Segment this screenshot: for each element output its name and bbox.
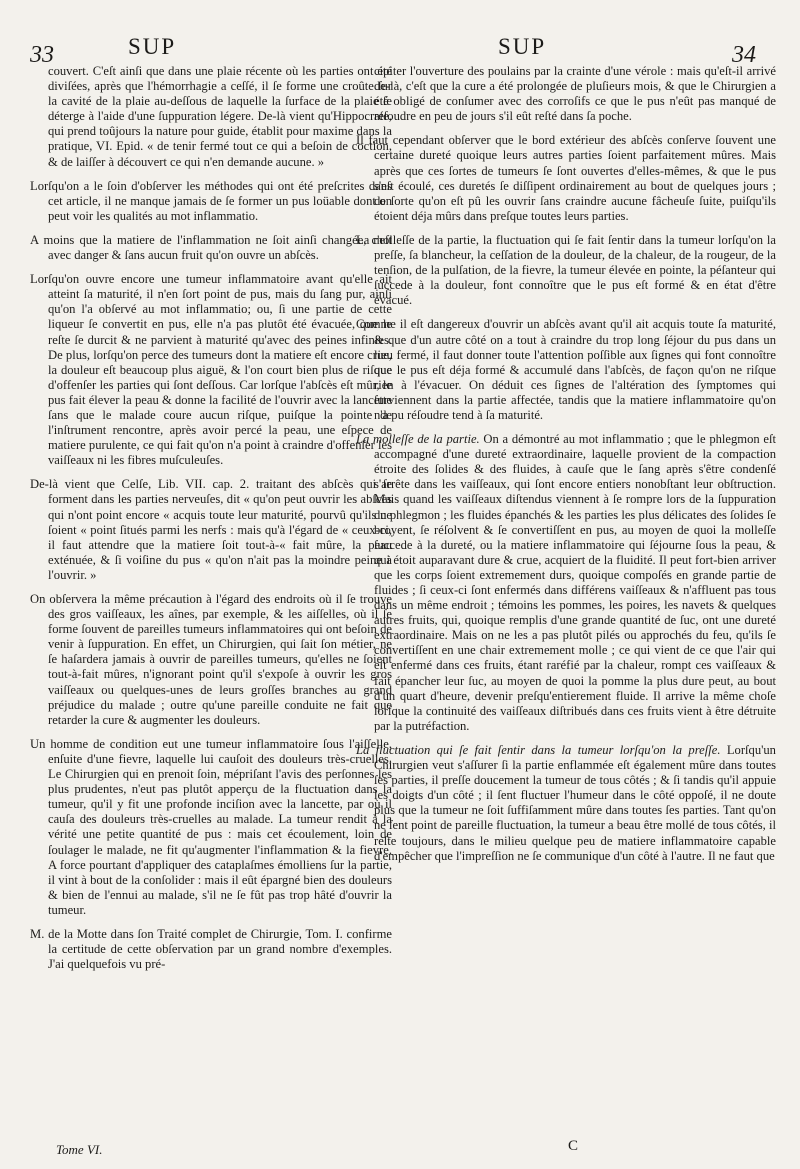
paragraph [356, 432, 776, 734]
left-running-head: SUP [128, 34, 177, 59]
signature-mark: C [568, 1138, 579, 1154]
paragraph [356, 743, 776, 864]
paragraph: cipiter l'ouverture des poulains par la crainte d'une vérole : mais qu'eſt-il arrivé de-là, c'eſt que la cure a été prolongée de pluſieurs mois, & que le Chirurgien a été obligé de conſumer avec des corroſifs ce que le pus n'eût pas manqué de réſoudre en peu de jours s'il eût reſté dans ſa poche. [374, 64, 776, 124]
run-in-heading: La molleſſe de la partie. [356, 432, 480, 447]
volume-footer: Tome VI. [56, 1142, 103, 1157]
right-running-head: SUP [498, 34, 547, 59]
paragraph: On obſervera la même précaution à l'égard des endroits où il ſe trouve des gros vaiſſeaux, les aînes, par exemple, & les aiſſelles, où il ſe forme ſouvent de pareilles tumeurs inflammatoires qui ont beſoin de venir à ſuppuration. En effet, un Chirurgien, qui ſait ſon métier, ne ſe haſardera jamais à ouvrir de pareilles tumeurs, qu'elles ne ſoient tout-à-fait mûres, n'ignorant point qu'il s'expoſe à ouvrir les gros vaiſſeaux ou quelques-unes de leurs groſſes branches au grand préjudice du malade ; outre qu'une pareille conduite ne fait que retarder la cure & augmenter les douleurs. [30, 592, 392, 727]
paragraph: La molleſſe de la partie, la fluctuation qui ſe fait ſentir dans la tumeur lorſqu'on la preſſe, ſa blancheur, la ceſſation de la douleur, de la chaleur, de la rougeur, de la tenſion, de la pulſation, de la fievre, la tumeur élevée en pointe, la péſanteur qui ſuccede à la douleur, font connoître que le pus eſt formé & en état d'être évacué. [356, 232, 776, 308]
left-page-number: 33 [30, 42, 54, 68]
paragraph: De-là vient que Celſe, Lib. VII. cap. 2. traitant des abſcès qui ſe forment dans les parties nerveuſes, dit « qu'on peut ouvrir les abſcès qui n'ont point encore « acquis toute leur maturité, pourvû qu'ils ne ſoient « point ſitués parmi les nerfs : mais qu'à l'égard de « ceux-ci, il faut attendre que la matiere ſoit tout-à-« fait mûre, la peau exténuée, & ſi voiſine du pus « qu'on n'ait pas la moindre peine à l'ouvrir. » [30, 477, 392, 582]
right-page-number: 34 [732, 42, 756, 68]
paragraph-body: Lorſqu'un Chirurgien veut s'aſſurer ſi la partie enflammée eſt également mûre dans toutes ſes parties, il preſſe doucement la tumeur de tous côtés ; & ſi tandis qu'il appuie les doigts d'un côté ; il ſent fluctuer l'humeur dans le côté oppoſé, il ne doute plus que la tumeur ne ſoit ſuffiſamment mûre dans toutes ſes parties. Tant qu'on ne ſent point de pareille fluctuation, la tumeur a beau être mollé de tous côtés, il reſte toujours, dans le milieu quelque peu de matiere inflammatoire capable d'empêcher que l'impreſſion ne ſe communique d'un côté à l'autre. Il ne faut que [374, 742, 776, 863]
paragraph: Lorſqu'on ouvre encore une tumeur inflammatoire avant qu'elle ait atteint ſa maturité, il n'en ſort point de pus, mais du ſang pur, ainſi qu'on l'a obſervé au mot inflammatio; ou, ſi une partie de cette liqueur ſe convertit en pus, elle n'a pas plutôt été évacuée, que le reſte ſe durcit & ne parvient à maturité qu'avec des peines infinies. De plus, lorſqu'on perce des tumeurs dont la matiere eſt encore crue, la douleur eſt beaucoup plus aiguë, & l'on court bien plus de riſque d'offenſer les parties qui ſont deſſous. Car lorſque l'abſcès eſt mûr, le pus fait élever la peau & donne la facilité de l'ouvrir avec la lancette ſans que le malade coure aucun riſque, puiſque la pointe de l'inſtrument rencontre, après avoir percé la peau, une eſpece de matiere purulente, ce qui fait qu'on n'a point à craindre d'offenſer les vaiſſeaux ni les fibres muſculeuſes. [30, 272, 392, 468]
left-column [30, 64, 392, 981]
paragraph: couvert. C'eſt ainſi que dans une plaie récente où les parties ont été diviſées, après que l'hémorrhagie a ceſſé, il ſe forme une croûte ſur la cavité de la plaie au-deſſous de laquelle la ſurface de la plaie ſe déterge à l'aide d'une ſuppuration légere. De-là vient qu'Hippocrate, qui prend toûjours la nature pour guide, établit pour maxime dans la pratique, VI. Epid. « de tenir fermé tout ce qui a beſoin de coction, & de laiſſer à découvert ce qui n'en demande aucune. » [48, 64, 392, 169]
paragraph: M. de la Motte dans ſon Traité complet de Chirurgie, Tom. I. confirme la certitude de cette obſervation par un grand nombre d'exemples. J'ai quelquefois vu pré- [30, 926, 392, 972]
paragraph: Un homme de condition eut une tumeur inflammatoire ſous l'aiſſelle, enſuite d'une fievre, laquelle lui cauſoit des douleurs très-cruelles. Le Chirurgien qui en prenoit ſoin, mépriſant l'avis des perſonnes les plus prudentes, n'eut pas plutôt apperçu de la fluctuation dans la tumeur, qu'il y fit une profonde inciſion avec la lancette, par où il cauſa des douleurs très-cruelles au malade. La tumeur rendit à la vérité une petite quantité de pus : mais cet écoulement, loin de ſoulager le malade, ne fit qu'augmenter l'inflammation & la fievre. A force pourtant d'appliquer des cataplaſmes émolliens ſur la partie, il vint à bout de la conſolider : mais il eût épargné bien des douleurs & bien de l'ennui au malade, s'il ne ſe fût pas trop hâté d'ouvrir la tumeur. [30, 736, 392, 917]
paragraph: Comme il eſt dangereux d'ouvrir un abſcès avant qu'il ait acquis toute ſa maturité, & que d'un autre côté on a tout à craindre du trop long ſéjour du pus dans un lieu fermé, il faut donner toute l'attention poſſible aux ſignes qui font connoître que le pus eſt déja formé & accumulé dans l'abſcès, de façon qu'on ne riſque rien à l'évacuer. On déduit ces ſignes de l'altération des ſymptomes qui ſurviennent dans la partie affectée, tandis que la matiere inflammatoire qu'on n'a pu réſoudre tend à ſa maturité. [356, 317, 776, 422]
right-column [356, 64, 776, 873]
run-in-heading: La fluctuation qui ſe fait ſentir dans la tumeur lorſqu'on la preſſe. [356, 742, 721, 757]
paragraph: A moins que la matiere de l'inflammation ne ſoit ainſi changée, c'eſt avec danger & ſans aucun fruit qu'on ouvre un abſcès. [30, 232, 392, 263]
paragraph: Lorſqu'on a le ſoin d'obſerver les méthodes qui ont été preſcrites dans cet article, il ne manque jamais de ſe former un pus loüable dont on peut voir les qualités au mot inflammatio. [30, 178, 392, 223]
paragraph: Il faut cependant obſerver que le bord extérieur des abſcès conſerve ſouvent une certaine dureté quoique leurs autres parties ſoient parfaitement mûres. Mais après que ces ſortes de tumeurs ſe ſont ouvertes d'elles-mêmes, & que le pus s'eſt écoulé, ces duretés ſe diſſipent ordinairement au bout de quelques jours ; de ſorte qu'on eſt pû les ouvrir ſans craindre aucune fâcheuſe ſuite, puiſqu'ils étoient déja mûrs dans preſque toutes leurs parties. [356, 133, 776, 223]
paragraph-body: On a démontré au mot inflammatio ; que le phlegmon eſt accompagné d'une dureté extraordinaire, laquelle provient de la compaction étroite des ſolides & des fluides, à cauſe que le ſang après s'être condenſé s'arrête dans les vaiſſeaux, qui ſont encore entiers nonobſtant leur obſtruction. Mais quand les vaiſſeaux diſtendus viennent à ſe rompre lors de la ſuppuration du phlegmon ; les fluides épanchés & les parties les plus délicates des ſolides ſe broyent, ſe réſolvent & ſe convertiſſent en pus, au moyen de quoi la molleſſe ſuccede à la dureté, ou la matiere inflammatoire qui ſéjourne ſous la peau, & qui étoit auparavant dure & crue, acquiert de la fluidité. Il peut fort-bien arriver que les corps ſoient extremement durs, quoique compoſés en grande partie de fluides ; ſi ceux-ci ſont enfermés dans différens vaiſſeaux & n'affluent pas tous dans un même endroit ; témoins les pommes, les poires, les navets & quelques autres fruits, qui, quoique remplis d'une grande quantité de ſuc, ont une dureté extraordinaire. Mais on ne les a pas plutôt pilés ou approchés du feu, qu'ils ſe convertiſſent en une chair extremement molle ; ce qui vient de ce que l'air qui eſt enfermé dans ces fruits, étant raréfié par la chaleur, rompt ces vaiſſeaux & fait épancher leur ſuc, au moyen de quoi la pomme la plus dure peut, au bout d'un quart d'heure, devenir preſqu'entierement fluide. Il arrive la même choſe lorſque la continuité des vaiſſeaux diſtribués dans ces fruits vient à être détruite par la putréfaction. [374, 432, 777, 733]
